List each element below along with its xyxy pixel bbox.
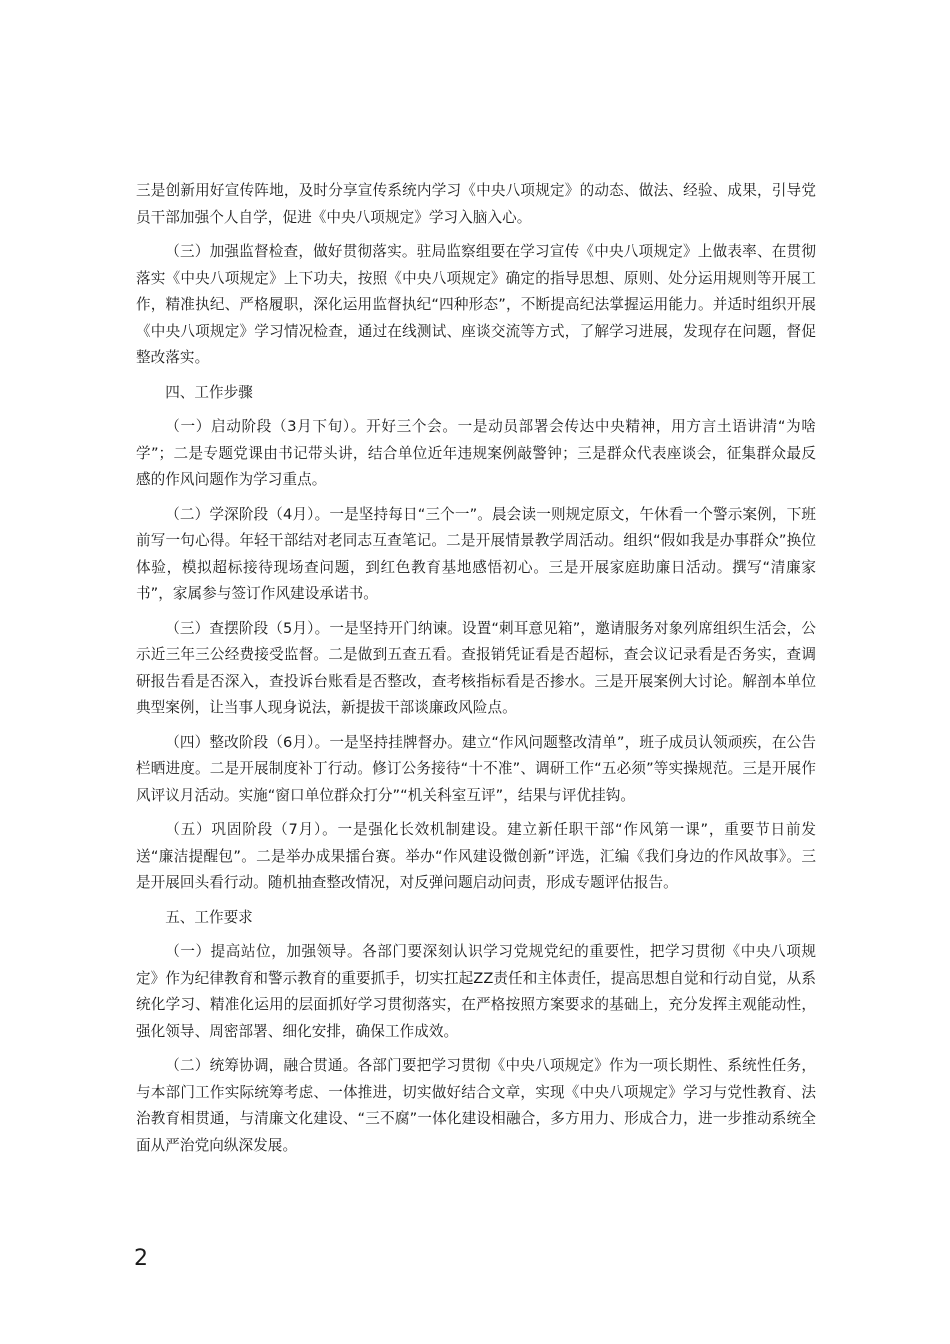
paragraph: （一）启动阶段（3月下旬）。开好三个会。一是动员部署会传达中央精神，用方言土语讲清“为啥学”；二是专题党课由书记带头讲，结合单位近年违规案例敲警钟；三是群众代表座谈会，征集群众最反感的作风问题作为学习重点。 xyxy=(136,418,816,488)
paragraph: （二）统筹协调，融合贯通。各部门要把学习贯彻《中央八项规定》作为一项长期性、系统性任务，与本部门工作实际统筹考虑、一体推进，切实做好结合文章，实现《中央八项规定》学习与党性教育、法治教育相贯通，与清廉文化建设、“三不腐”一体化建设相融合，多方用力、形成合力，进一步推动系统全面从严治党向纵深发展。 xyxy=(136,1057,816,1154)
paragraph: （二）学深阶段（4月）。一是坚持每日“三个一”。晨会读一则规定原文，午休看一个警示案例，下班前写一句心得。年轻干部结对老同志互查笔记。二是开展情景教学周活动。组织“假如我是办事群众”换位体验，模拟超标接待现场查问题，到红色教育基地感悟初心。三是开展家庭助廉日活动。撰写“清廉家书”，家属参与签订作风建设承诺书。 xyxy=(136,505,816,602)
section-heading: 四、工作步骤 xyxy=(165,383,253,401)
paragraph: （四）整改阶段（6月）。一是坚持挂牌督办。建立“作风问题整改清单”，班子成员认领顽疾，在公告栏晒进度。二是开展制度补丁行动。修订公务接待“十不准”、调研工作“五必须”等实操规范。三是开展作风评议月活动。实施“窗口单位群众打分”“机关科室互评”，结果与评优挂钩。 xyxy=(136,733,816,804)
paragraph: （一）提高站位，加强领导。各部门要深刻认识学习党规党纪的重要性，把学习贯彻《中央八项规定》作为纪律教育和警示教育的重要抓手，切实扛起ZZ责任和主体责任，提高思想自觉和行动自觉，从系统化学习、精准化运用的层面抓好学习贯彻落实，在严格按照方案要求的基础上，充分发挥主观能动性，强化领导、周密部署、细化安排，确保工作成效。 xyxy=(136,943,816,1040)
paragraph: （三）加强监督检查，做好贯彻落实。驻局监察组要在学习宣传《中央八项规定》上做表率、在贯彻落实《中央八项规定》上下功夫，按照《中央八项规定》确定的指导思想、原则、处分运用规则等开展工作，精准执纪、严格履职，深化运用监督执纪“四种形态”，不断提高纪法掌握运用能力。并适时组织开展《中央八项规定》学习情况检查，通过在线测试、座谈交流等方式，了解学习进展，发现存在问题，督促整改落实。 xyxy=(136,243,816,366)
paragraph: 三是创新用好宣传阵地，及时分享宣传系统内学习《中央八项规定》的动态、做法、经验、成果，引导党员干部加强个人自学，促进《中央八项规定》学习入脑入心。 xyxy=(136,182,816,226)
paragraph: （五）巩固阶段（7月）。一是强化长效机制建设。建立新任职干部“作风第一课”，重要节日前发送“廉洁提醒包”。二是举办成果擂台赛。举办“作风建设微创新”评选，汇编《我们身边的作风故事》。三是开展回头看行动。随机抽查整改情况，对反弹问题启动问责，形成专题评估报告。 xyxy=(136,821,816,891)
paragraph: （三）查摆阶段（5月）。一是坚持开门纳谏。设置“刺耳意见箱”，邀请服务对象列席组织生活会，公示近三年三公经费接受监督。二是做到五查五看。查报销凭证看是否超标，查会议记录看是否务实，查调研报告看是否深入，查投诉台账看是否整改，查考核指标看是否掺水。三是开展案例大讨论。解剖本单位典型案例，让当事人现身说法，新提拔干部谈廉政风险点。 xyxy=(136,619,816,716)
page-number: 2 xyxy=(134,1246,148,1271)
document-body xyxy=(136,178,816,1167)
section-heading: 五、工作要求 xyxy=(165,908,253,926)
